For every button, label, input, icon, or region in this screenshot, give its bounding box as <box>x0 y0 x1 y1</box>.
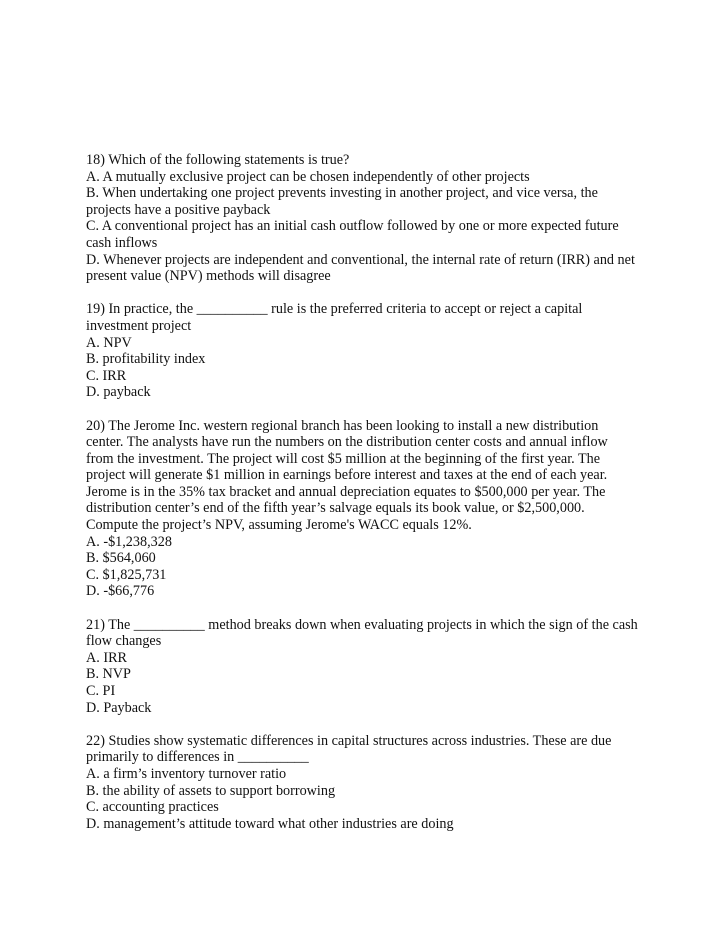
question-20-stem-line-1: 20) The Jerome Inc. western regional branch has been looking to install a new distribution <box>86 417 599 434</box>
question-18-option-b: B. When undertaking one project prevents investing in another project, and vice versa, the <box>86 185 598 202</box>
question-20-stem-line-3: from the investment. The project will cost $5 million at the beginning of the first year. The <box>86 450 601 467</box>
question-19-option-c: C. IRR <box>86 367 127 384</box>
question-20 <box>86 418 706 601</box>
question-18-option-b-cont: projects have a positive payback <box>86 201 271 218</box>
document-page <box>86 152 706 849</box>
question-22-option-b: B. the ability of assets to support borrowing <box>86 782 336 799</box>
question-22-option-c: C. accounting practices <box>86 799 219 816</box>
question-19-option-a: A. NPV <box>86 334 132 351</box>
question-20-option-a: A. -$1,238,328 <box>86 533 172 550</box>
question-21-option-c: C. PI <box>86 683 116 699</box>
question-20-stem-line-6: distribution center’s end of the fifth year’s salvage equals its book value, or $2,500,000. <box>86 500 585 517</box>
question-19-stem-cont: investment project <box>86 317 192 334</box>
question-21-option-d: D. Payback <box>86 699 152 716</box>
question-21-option-b: B. NVP <box>86 666 131 683</box>
question-18-option-d: D. Whenever projects are independent and conventional, the internal rate of return (IRR) and net <box>86 251 635 268</box>
question-20-stem-line-7: Compute the project’s NPV, assuming Jerome's WACC equals 12%. <box>86 517 472 534</box>
question-21-stem: 21) The __________ method breaks down when evaluating projects in which the sign of the cash <box>86 616 638 633</box>
question-22-stem: 22) Studies show systematic differences in capital structures across industries. These are due <box>86 732 612 749</box>
question-22-option-a: A. a firm’s inventory turnover ratio <box>86 765 287 782</box>
question-21-stem-cont: flow changes <box>86 633 162 650</box>
question-22 <box>86 733 706 833</box>
question-20-option-d: D. -$66,776 <box>86 583 155 600</box>
question-18-option-a: A. A mutually exclusive project can be chosen independently of other projects <box>86 168 530 185</box>
question-18 <box>86 152 706 285</box>
question-20-option-c: C. $1,825,731 <box>86 566 167 583</box>
question-19-stem: 19) In practice, the __________ rule is the preferred criteria to accept or reject a capital <box>86 301 583 318</box>
question-20-stem-line-4: project will generate $1 million in earnings before interest and taxes at the end of each year. <box>86 467 608 484</box>
question-18-stem: 18) Which of the following statements is true? <box>86 152 350 168</box>
question-20-stem-line-5: Jerome is in the 35% tax bracket and annual depreciation equates to $500,000 per year. The <box>86 483 606 500</box>
question-21-option-a: A. IRR <box>86 649 127 666</box>
question-20-option-b: B. $564,060 <box>86 550 156 567</box>
question-22-option-d: D. management’s attitude toward what other industries are doing <box>86 815 454 832</box>
question-19 <box>86 301 706 401</box>
question-19-option-b: B. profitability index <box>86 351 206 368</box>
question-19-option-d: D. payback <box>86 384 151 401</box>
question-18-option-d-cont: present value (NPV) methods will disagree <box>86 268 331 285</box>
question-20-stem-line-2: center. The analysts have run the numbers on the distribution center costs and annual inflow <box>86 434 608 451</box>
question-21 <box>86 617 706 717</box>
question-22-stem-cont: primarily to differences in __________ <box>86 749 309 766</box>
question-18-option-c: C. A conventional project has an initial cash outflow followed by one or more expected future <box>86 218 619 235</box>
question-18-option-c-cont: cash inflows <box>86 234 158 251</box>
